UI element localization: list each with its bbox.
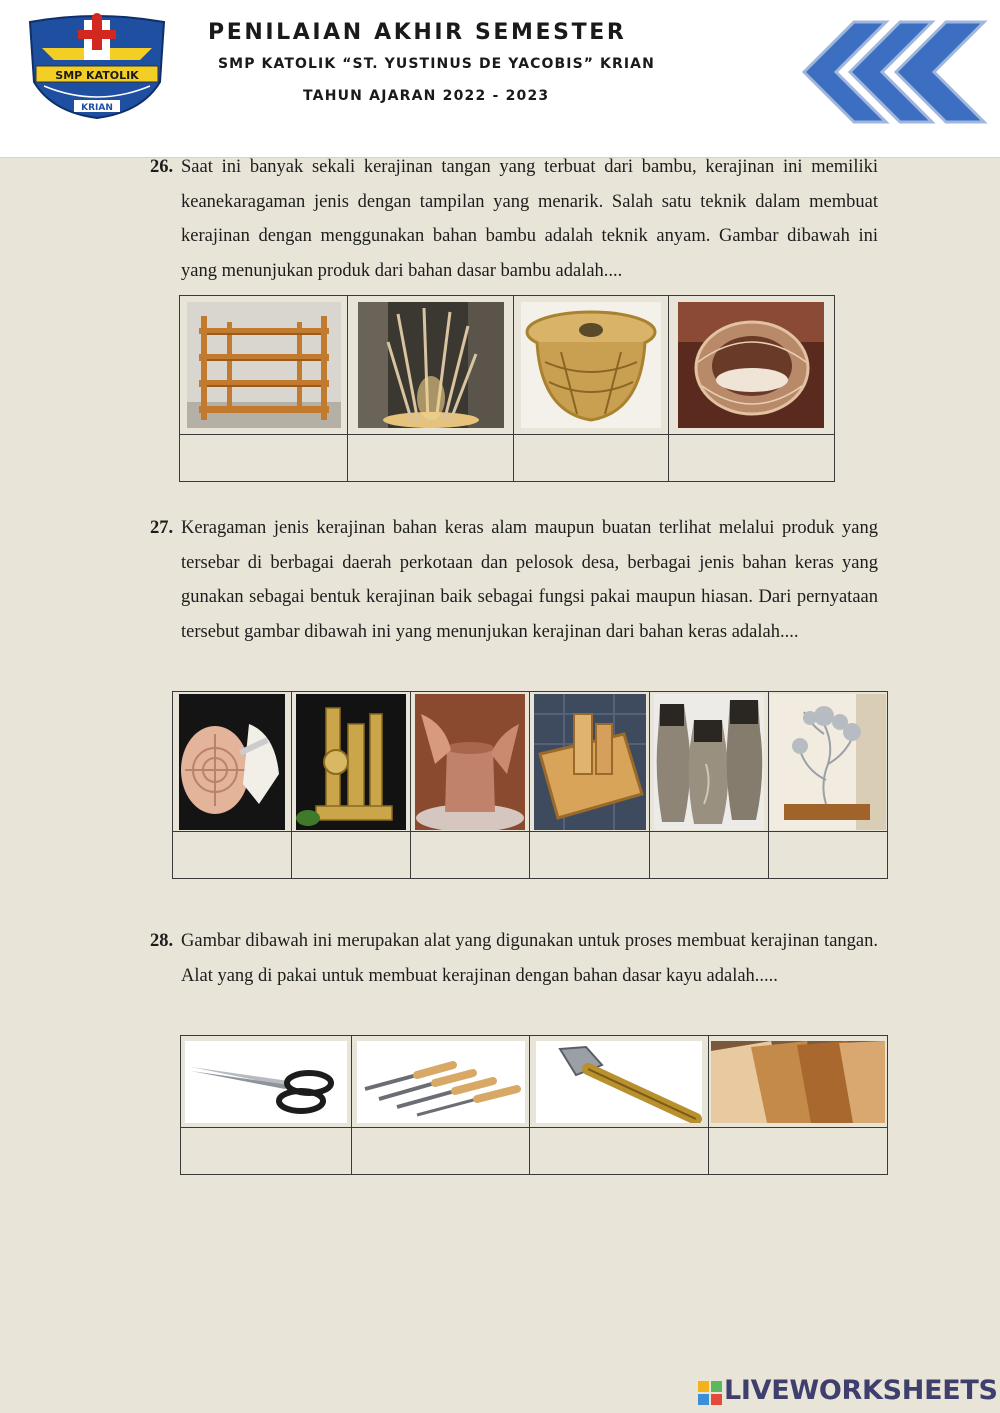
answer-box[interactable]: [173, 832, 292, 879]
bamboo-tray-photo-icon: [534, 694, 646, 830]
answer-box[interactable]: [709, 1128, 888, 1175]
bamboo-fountain-photo-icon: [296, 694, 406, 830]
question-text: Gambar dibawah ini merupakan alat yang digunakan untuk proses membuat kerajinan tangan. Alat yang di pakai untuk membuat kerajinan dengan bahan dasar kayu adalah.....: [181, 931, 878, 986]
answer-table-26: [179, 295, 835, 482]
sandpaper-photo-icon: [711, 1041, 885, 1123]
option-image-cell: [709, 1036, 888, 1128]
wire-tree-photo-icon: [770, 694, 886, 830]
answer-box[interactable]: [292, 832, 411, 879]
question-26: [150, 150, 878, 288]
question-27: [150, 511, 878, 649]
option-image-cell: [514, 296, 668, 435]
option-image-cell: [768, 692, 887, 832]
answer-box[interactable]: [768, 832, 887, 879]
question-number: 27.: [150, 518, 174, 538]
answer-box[interactable]: [514, 435, 668, 482]
question-text: Keragaman jenis kerajinan bahan keras alam maupun buatan terlihat melalui produk yang tersebar di berbagai daerah perkotaan dan pelosok desa, berbagai jenis bahan keras yang gunakan sebagai bentuk kerajinan baik sebagai fungsi pakai maupun hiasan. Dari pernyataan tersebut gambar dibawah ini yang menunjukan kerajinan dari bahan keras adalah....: [181, 518, 878, 642]
school-name: SMP KATOLIK “ST. YUSTINUS DE YACOBIS” KRIAN: [218, 56, 655, 72]
option-image-cell: [181, 1036, 352, 1128]
clay-vases-photo-icon: [654, 694, 764, 830]
option-image-cell: [530, 692, 649, 832]
twig-lamp-photo-icon: [358, 302, 504, 428]
option-image-cell: [351, 1036, 530, 1128]
question-number: 26.: [150, 157, 174, 177]
answer-box[interactable]: [530, 1128, 709, 1175]
woven-bamboo-basket-photo-icon: [521, 302, 661, 428]
pottery-wheel-photo-icon: [415, 694, 525, 830]
question-28: [150, 924, 878, 993]
answer-box[interactable]: [348, 435, 514, 482]
option-image-cell: [530, 1036, 709, 1128]
option-image-cell: [348, 296, 514, 435]
option-image-cell: [180, 296, 348, 435]
answer-box[interactable]: [411, 832, 530, 879]
question-text: Saat ini banyak sekali kerajinan tangan yang terbuat dari bambu, kerajinan ini memiliki keanekaragaman jenis dengan tampilan yang menarik. Salah satu teknik dalam membuat kerajinan dengan menggunakan bahan bambu adalah teknik anyam. Gambar dibawah ini yang menunjukan produk dari bahan dasar bambu adalah....: [181, 157, 878, 281]
rattan-chair-photo-icon: [678, 302, 824, 428]
logo-banner: SMP KATOLIK: [55, 69, 139, 82]
answer-table-27: [172, 691, 888, 879]
option-image-cell: [173, 692, 292, 832]
answer-box[interactable]: [530, 832, 649, 879]
bamboo-shelf-photo-icon: [187, 302, 341, 428]
chevron-left-decoration-icon: [796, 18, 988, 126]
option-image-cell: [292, 692, 411, 832]
liveworksheets-logo-icon: [698, 1381, 722, 1405]
answer-box[interactable]: [180, 435, 348, 482]
chisel-set-photo-icon: [357, 1041, 525, 1123]
school-logo: [22, 12, 172, 122]
answer-table-28: [180, 1035, 888, 1175]
answer-box[interactable]: [668, 435, 834, 482]
answer-box[interactable]: [181, 1128, 352, 1175]
answer-box[interactable]: [649, 832, 768, 879]
question-number: 28.: [150, 931, 174, 951]
liveworksheets-brand[interactable]: LIVEWORKSHEETS: [724, 1375, 998, 1406]
worksheet-header: [0, 0, 1000, 158]
scissors-photo-icon: [185, 1041, 347, 1123]
option-image-cell: [649, 692, 768, 832]
logo-bottom-text: KRIAN: [81, 103, 113, 113]
academic-year: TAHUN AJARAN 2022 - 2023: [303, 88, 550, 104]
option-image-cell: [668, 296, 834, 435]
soap-carving-photo-icon: [179, 694, 285, 830]
glass-cutter-photo-icon: [536, 1041, 702, 1123]
option-image-cell: [411, 692, 530, 832]
exam-title: PENILAIAN AKHIR SEMESTER: [208, 20, 627, 45]
answer-box[interactable]: [351, 1128, 530, 1175]
